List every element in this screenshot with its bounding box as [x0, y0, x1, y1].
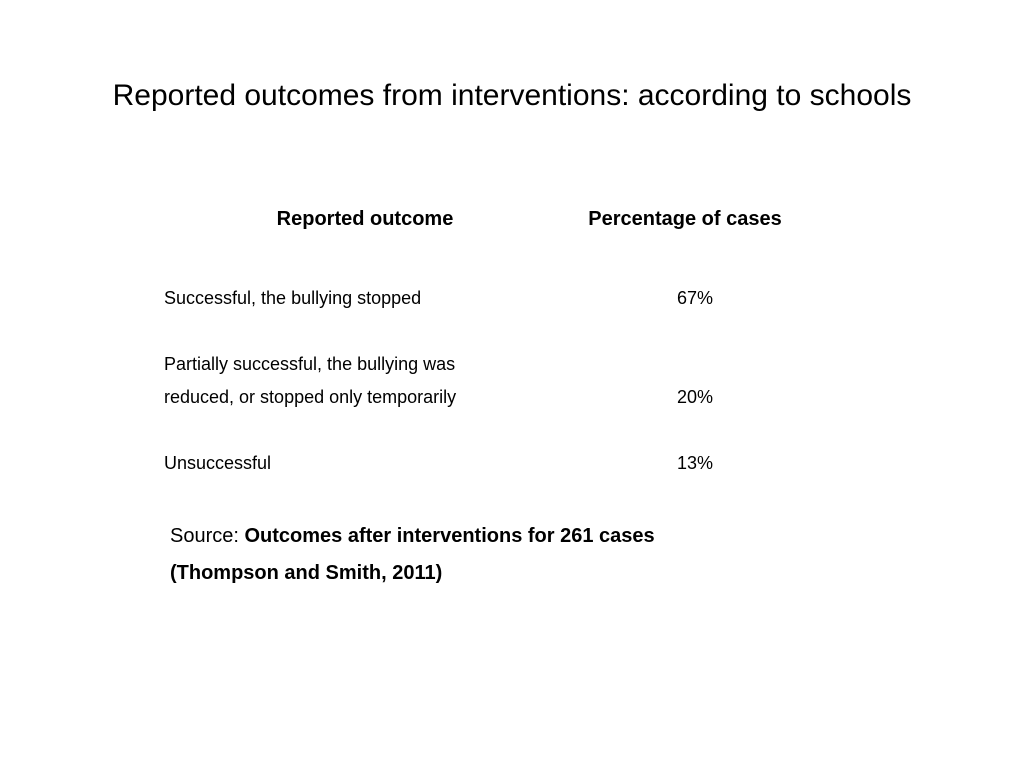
slide-title: Reported outcomes from interventions: according to schools	[112, 79, 912, 112]
column-header-outcome: Reported outcome	[276, 208, 454, 230]
outcome-line: reduced, or stopped only temporarily	[164, 387, 457, 407]
outcome-line: Successful, the bullying stopped	[164, 288, 422, 308]
table-row-percentage: 67%	[676, 288, 714, 308]
table-row-percentage: 20%	[676, 387, 714, 407]
outcome-line: Unsuccessful	[164, 453, 272, 473]
table-row-outcome	[164, 282, 584, 315]
outcome-line: Partially successful, the bullying was	[164, 354, 456, 374]
column-header-percentage: Percentage of cases	[588, 208, 782, 230]
table-row-percentage: 13%	[676, 453, 714, 473]
table-row-outcome	[164, 447, 584, 480]
source-citation	[170, 518, 870, 592]
source-reference: (Thompson and Smith, 2011)	[170, 562, 443, 584]
source-title: Outcomes after interventions for 261 cases	[244, 525, 655, 547]
source-prefix: Source:	[170, 525, 245, 547]
table-row-outcome	[164, 348, 584, 414]
